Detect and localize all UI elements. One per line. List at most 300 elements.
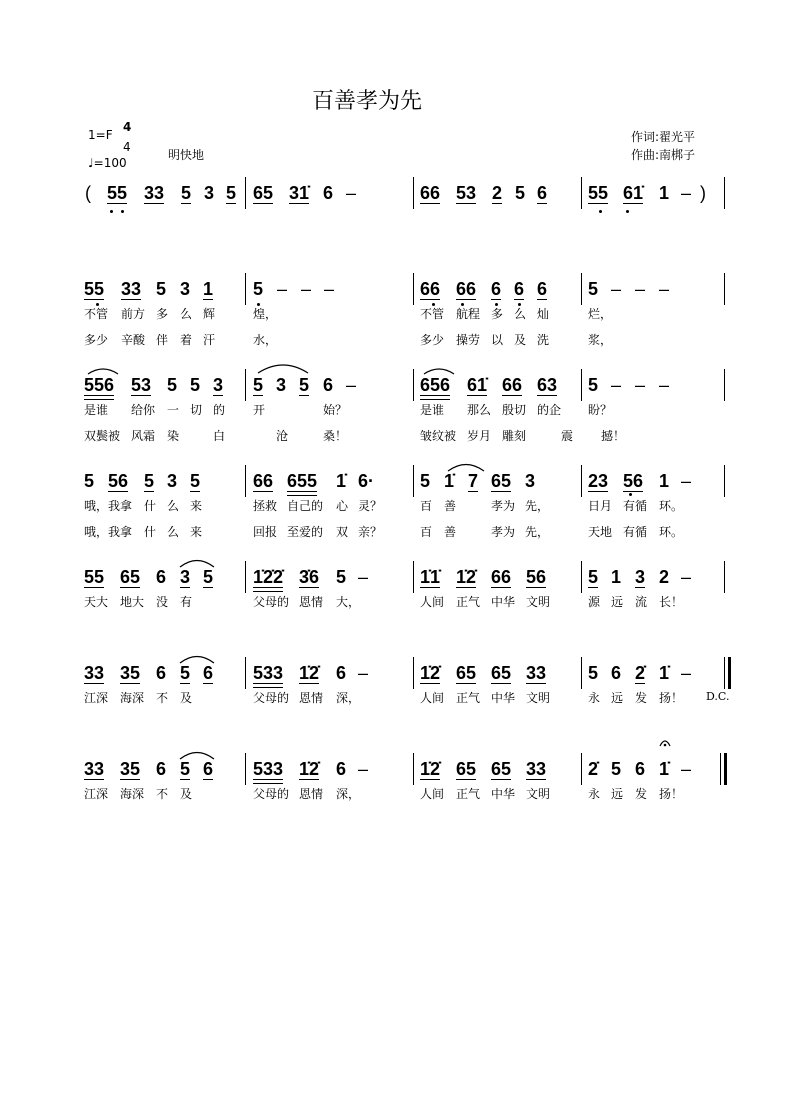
barline	[724, 465, 725, 497]
da-capo-mark: D.C.	[706, 690, 730, 703]
note: 5	[180, 663, 191, 683]
lyric: 煌，	[253, 307, 278, 321]
note: 6	[537, 183, 548, 203]
barline	[581, 561, 582, 593]
tempo-mark: ♩=100	[88, 156, 127, 170]
note: 5	[144, 471, 155, 491]
barline	[581, 753, 582, 785]
note: 5	[253, 375, 264, 395]
lyric: 扬！	[659, 787, 684, 801]
lyric: 不	[156, 691, 169, 705]
lyric: 多	[156, 307, 169, 321]
note: 5	[253, 279, 264, 299]
note: 5	[588, 663, 599, 683]
lyric: 洗	[537, 333, 550, 347]
note: 6·	[358, 471, 375, 491]
note: 55	[84, 279, 105, 299]
lyric: 发	[635, 787, 648, 801]
lyric: 拯救	[253, 499, 278, 513]
lyric: 切	[190, 403, 203, 417]
note: 6	[156, 663, 167, 683]
note: 1̇	[444, 471, 455, 491]
dash: –	[358, 759, 369, 779]
note: 5	[299, 375, 310, 395]
lyric: 以	[491, 333, 504, 347]
lyric: 正气	[456, 787, 481, 801]
lyric: 是谁	[84, 403, 109, 417]
lyric: 文明	[526, 787, 551, 801]
dash: –	[659, 279, 670, 299]
paren-close: )	[700, 183, 706, 203]
note: 5	[336, 567, 347, 587]
barline	[245, 465, 246, 497]
note: 6	[203, 663, 214, 683]
lyric: 海深	[120, 691, 145, 705]
lyric: 么	[167, 525, 180, 539]
lyricist-credit: 作词:翟光平	[631, 130, 696, 144]
note: 656	[420, 375, 451, 395]
dash: –	[681, 471, 692, 491]
note: 66	[253, 471, 274, 491]
low-dot	[629, 493, 632, 496]
note: 1̇2̇	[456, 567, 477, 587]
lyric: 远	[611, 595, 624, 609]
note: 2	[492, 183, 503, 203]
note: 23	[588, 471, 609, 491]
note: 5	[190, 375, 201, 395]
note: 55	[588, 183, 609, 203]
final-barline	[724, 753, 727, 785]
dash: –	[635, 375, 646, 395]
score-line-2	[0, 279, 790, 369]
note: 5	[515, 183, 526, 203]
lyric: 自己的	[287, 499, 324, 513]
lyric: 心	[336, 499, 349, 513]
song-title: 百善孝为先	[312, 89, 423, 114]
lyric: 文明	[526, 691, 551, 705]
lyric: 皱纹被	[420, 429, 457, 443]
note: 1̇2̇	[299, 663, 320, 683]
paren-open: (	[85, 183, 91, 203]
note: 5	[226, 183, 237, 203]
lyric: 那么	[467, 403, 492, 417]
lyric: 中华	[491, 595, 516, 609]
low-dot	[110, 210, 113, 213]
lyric: 雕刻	[502, 429, 527, 443]
barline	[581, 177, 582, 209]
note: 66	[456, 279, 477, 299]
note: 3	[167, 471, 178, 491]
note: 33	[144, 183, 165, 203]
lyric: 撼！	[601, 429, 626, 443]
note: 6	[156, 759, 167, 779]
dash: –	[611, 375, 622, 395]
lyric: 父母的	[253, 595, 290, 609]
lyric: 不	[156, 787, 169, 801]
barline	[245, 177, 246, 209]
note: 5	[156, 279, 167, 299]
lyric: 长！	[659, 595, 684, 609]
lyric: 及	[180, 787, 193, 801]
note: 65	[491, 759, 512, 779]
lyric: 哦，我拿	[84, 499, 133, 513]
lyric: 一	[167, 403, 180, 417]
note: 3	[276, 375, 287, 395]
lyric: 恩情	[299, 595, 324, 609]
lyric: 浆，	[588, 333, 613, 347]
lyric: 正气	[456, 691, 481, 705]
lyric: 的企	[537, 403, 562, 417]
low-dot	[121, 210, 124, 213]
lyric: 多	[491, 307, 504, 321]
note: 6	[635, 759, 646, 779]
note: 2	[659, 567, 670, 587]
note: 6	[156, 567, 167, 587]
lyric: 天地	[588, 525, 613, 539]
lyric: 沧	[276, 429, 289, 443]
lyric: 殷切	[502, 403, 527, 417]
lyric: 恩情	[299, 691, 324, 705]
barline	[245, 753, 246, 785]
barline	[413, 177, 414, 209]
lyric: 伴	[156, 333, 169, 347]
note: 7	[468, 471, 479, 491]
lyric: 江深	[84, 787, 109, 801]
barline	[724, 273, 725, 305]
note: 6	[336, 759, 347, 779]
note: 1̇	[659, 759, 670, 779]
note: 33	[84, 759, 105, 779]
lyric: 百	[420, 525, 433, 539]
note: 1	[659, 471, 670, 491]
note: 33	[121, 279, 142, 299]
lyric: 什	[144, 499, 157, 513]
lyric: 中华	[491, 691, 516, 705]
note: 533	[253, 759, 284, 779]
note: 33	[526, 663, 547, 683]
barline	[413, 561, 414, 593]
dash: –	[277, 279, 288, 299]
lyric: 中华	[491, 787, 516, 801]
note: 1	[611, 567, 622, 587]
note: 33	[84, 663, 105, 683]
barline	[581, 465, 582, 497]
lyric: 流	[635, 595, 648, 609]
lyric: 灵？	[358, 499, 383, 513]
lyric: 有循	[623, 525, 648, 539]
lyric: 来	[190, 525, 203, 539]
note: 1	[203, 279, 214, 299]
note: 2̇	[635, 663, 646, 683]
barline	[724, 657, 725, 689]
note: 5	[190, 471, 201, 491]
note: 6	[611, 663, 622, 683]
note: 5	[611, 759, 622, 779]
note: 6	[323, 183, 334, 203]
lyric: 扬！	[659, 691, 684, 705]
lyric: 父母的	[253, 787, 290, 801]
barline	[581, 369, 582, 401]
lyric: 天大	[84, 595, 109, 609]
lyric: 白	[213, 429, 226, 443]
note: 3	[635, 567, 646, 587]
lyric: 孝为	[491, 525, 516, 539]
lyric: 人间	[420, 595, 445, 609]
lyric: 有循	[623, 499, 648, 513]
lyric: 汗	[203, 333, 216, 347]
lyric: 源	[588, 595, 601, 609]
note: 5	[180, 759, 191, 779]
note: 35	[120, 759, 141, 779]
note: 56	[623, 471, 644, 491]
lyric: 震	[561, 429, 574, 443]
note: 53	[131, 375, 152, 395]
note: 556	[84, 375, 115, 395]
note: 5	[588, 375, 599, 395]
note: 65	[456, 759, 477, 779]
barline	[724, 177, 725, 209]
lyric: 亲？	[358, 525, 383, 539]
lyric: 文明	[526, 595, 551, 609]
note: 2̇	[588, 759, 599, 779]
lyric: 多少	[84, 333, 109, 347]
low-dot	[599, 210, 602, 213]
barline	[413, 465, 414, 497]
lyric: 么	[514, 307, 527, 321]
note: 33	[526, 759, 547, 779]
note: 35	[120, 663, 141, 683]
lyric: 善	[444, 499, 457, 513]
lyric: 大，	[336, 595, 361, 609]
lyric: 不管	[420, 307, 445, 321]
lyric: 人间	[420, 691, 445, 705]
lyric: 辉	[203, 307, 216, 321]
note: 66	[420, 183, 441, 203]
lyric: 烂，	[588, 307, 613, 321]
lyric: 是谁	[420, 403, 445, 417]
lyric: 么	[180, 307, 193, 321]
lyric: 孝为	[491, 499, 516, 513]
note: 66	[502, 375, 523, 395]
barline	[720, 753, 721, 785]
lyric: 开	[253, 403, 266, 417]
lyric: 日月	[588, 499, 613, 513]
lyric: 双鬓被	[84, 429, 121, 443]
lyric: 正气	[456, 595, 481, 609]
note: 65	[491, 663, 512, 683]
note: 65	[491, 471, 512, 491]
note: 5	[167, 375, 178, 395]
lyric: 远	[611, 691, 624, 705]
lyric: 没	[156, 595, 169, 609]
note: 3	[180, 279, 191, 299]
barline	[245, 657, 246, 689]
lyric: 染	[167, 429, 180, 443]
lyric: 辛酸	[121, 333, 146, 347]
note: 56	[526, 567, 547, 587]
lyric: 多少	[420, 333, 445, 347]
note: 1̇	[336, 471, 347, 491]
note: 31̇	[289, 183, 310, 203]
dash: –	[358, 567, 369, 587]
barline	[724, 561, 725, 593]
dash: –	[358, 663, 369, 683]
dash: –	[346, 183, 357, 203]
barline	[413, 273, 414, 305]
note: 66	[491, 567, 512, 587]
lyric: 及	[180, 691, 193, 705]
lyric: 桑！	[323, 429, 348, 443]
lyric: 父母的	[253, 691, 290, 705]
lyric: 航程	[456, 307, 481, 321]
lyric: 来	[190, 499, 203, 513]
barline	[245, 561, 246, 593]
note: 1̇2̇2̇	[253, 567, 284, 587]
lyric: 永	[588, 787, 601, 801]
slur	[258, 361, 308, 375]
lyric: 什	[144, 525, 157, 539]
note: 61̇	[467, 375, 488, 395]
note: 1̇	[659, 663, 670, 683]
note: 55	[107, 183, 128, 203]
lyric: 回报	[253, 525, 278, 539]
dash: –	[346, 375, 357, 395]
barline	[413, 369, 414, 401]
note: 1	[659, 183, 670, 203]
note: 6	[203, 759, 214, 779]
low-dot	[626, 210, 629, 213]
note: 3̇6	[299, 567, 320, 587]
dash: –	[681, 183, 692, 203]
lyric: 给你	[131, 403, 156, 417]
lyric: 人间	[420, 787, 445, 801]
dash: –	[301, 279, 312, 299]
barline	[245, 273, 246, 305]
lyric: 永	[588, 691, 601, 705]
lyric: 着	[180, 333, 193, 347]
note: 3	[213, 375, 224, 395]
dash: –	[681, 663, 692, 683]
time-signature-bottom: 4	[123, 140, 131, 154]
key-signature: 1=F	[88, 128, 113, 142]
note: 6	[514, 279, 525, 299]
lyric: 深，	[336, 691, 361, 705]
note: 1̇1̇	[420, 567, 441, 587]
score-line-6	[0, 663, 790, 753]
score-line-5	[0, 567, 790, 657]
note: 65	[456, 663, 477, 683]
barline	[413, 753, 414, 785]
fermata-icon	[659, 737, 671, 749]
note: 1̇2̇	[420, 663, 441, 683]
dash: –	[659, 375, 670, 395]
lyric: 发	[635, 691, 648, 705]
note: 5	[84, 471, 95, 491]
note: 53	[456, 183, 477, 203]
lyric: 有	[180, 595, 193, 609]
note: 65	[120, 567, 141, 587]
time-signature-top: 4	[123, 120, 132, 134]
barline	[581, 273, 582, 305]
lyric: 水，	[253, 333, 278, 347]
lyric: 的	[213, 403, 226, 417]
lyric: 百	[420, 499, 433, 513]
note: 3	[525, 471, 536, 491]
barline	[245, 369, 246, 401]
lyric: 环。	[659, 525, 684, 539]
lyric: 前方	[121, 307, 146, 321]
note: 6	[491, 279, 502, 299]
lyric: 风霜	[131, 429, 156, 443]
note: 655	[287, 471, 318, 491]
note: 6	[323, 375, 334, 395]
lyric: 双	[336, 525, 349, 539]
note: 61̇	[623, 183, 644, 203]
barline	[581, 657, 582, 689]
lyric: 不管	[84, 307, 109, 321]
note: 1̇2̇	[299, 759, 320, 779]
barline	[413, 657, 414, 689]
lyric: 地大	[120, 595, 145, 609]
lyric: 海深	[120, 787, 145, 801]
note: 1̇2̇	[420, 759, 441, 779]
score-line-3	[0, 375, 790, 465]
note: 5	[420, 471, 431, 491]
note: 533	[253, 663, 284, 683]
note: 5	[588, 279, 599, 299]
dash: –	[324, 279, 335, 299]
dash: –	[681, 759, 692, 779]
final-barline	[728, 657, 731, 689]
lyric: 远	[611, 787, 624, 801]
note: 63	[537, 375, 558, 395]
lyric: 及	[514, 333, 527, 347]
note: 6	[537, 279, 548, 299]
note: 3	[180, 567, 191, 587]
lyric: 操劳	[456, 333, 481, 347]
note: 65	[253, 183, 274, 203]
dash: –	[635, 279, 646, 299]
lyric: 盼？	[588, 403, 613, 417]
lyric: 么	[167, 499, 180, 513]
lyric: 深，	[336, 787, 361, 801]
dash: –	[681, 567, 692, 587]
note: 56	[108, 471, 129, 491]
note: 55	[84, 567, 105, 587]
lyric: 恩情	[299, 787, 324, 801]
tempo-word: 明快地	[168, 148, 205, 162]
lyric: 至爱的	[287, 525, 324, 539]
lyric: 灿	[537, 307, 550, 321]
barline	[724, 369, 725, 401]
note: 66	[420, 279, 441, 299]
note: 5	[181, 183, 192, 203]
composer-credit: 作曲:南梆子	[631, 148, 696, 162]
score-line-7	[0, 759, 790, 849]
note: 6	[336, 663, 347, 683]
lyric: 先，	[525, 499, 550, 513]
note: 5	[588, 567, 599, 587]
dash: –	[611, 279, 622, 299]
lyric: 哦，我拿	[84, 525, 133, 539]
note: 3	[204, 183, 215, 203]
lyric: 环。	[659, 499, 684, 513]
lyric: 善	[444, 525, 457, 539]
lyric: 江深	[84, 691, 109, 705]
score-line-4	[0, 471, 790, 561]
lyric: 岁月	[467, 429, 492, 443]
note: 5	[203, 567, 214, 587]
